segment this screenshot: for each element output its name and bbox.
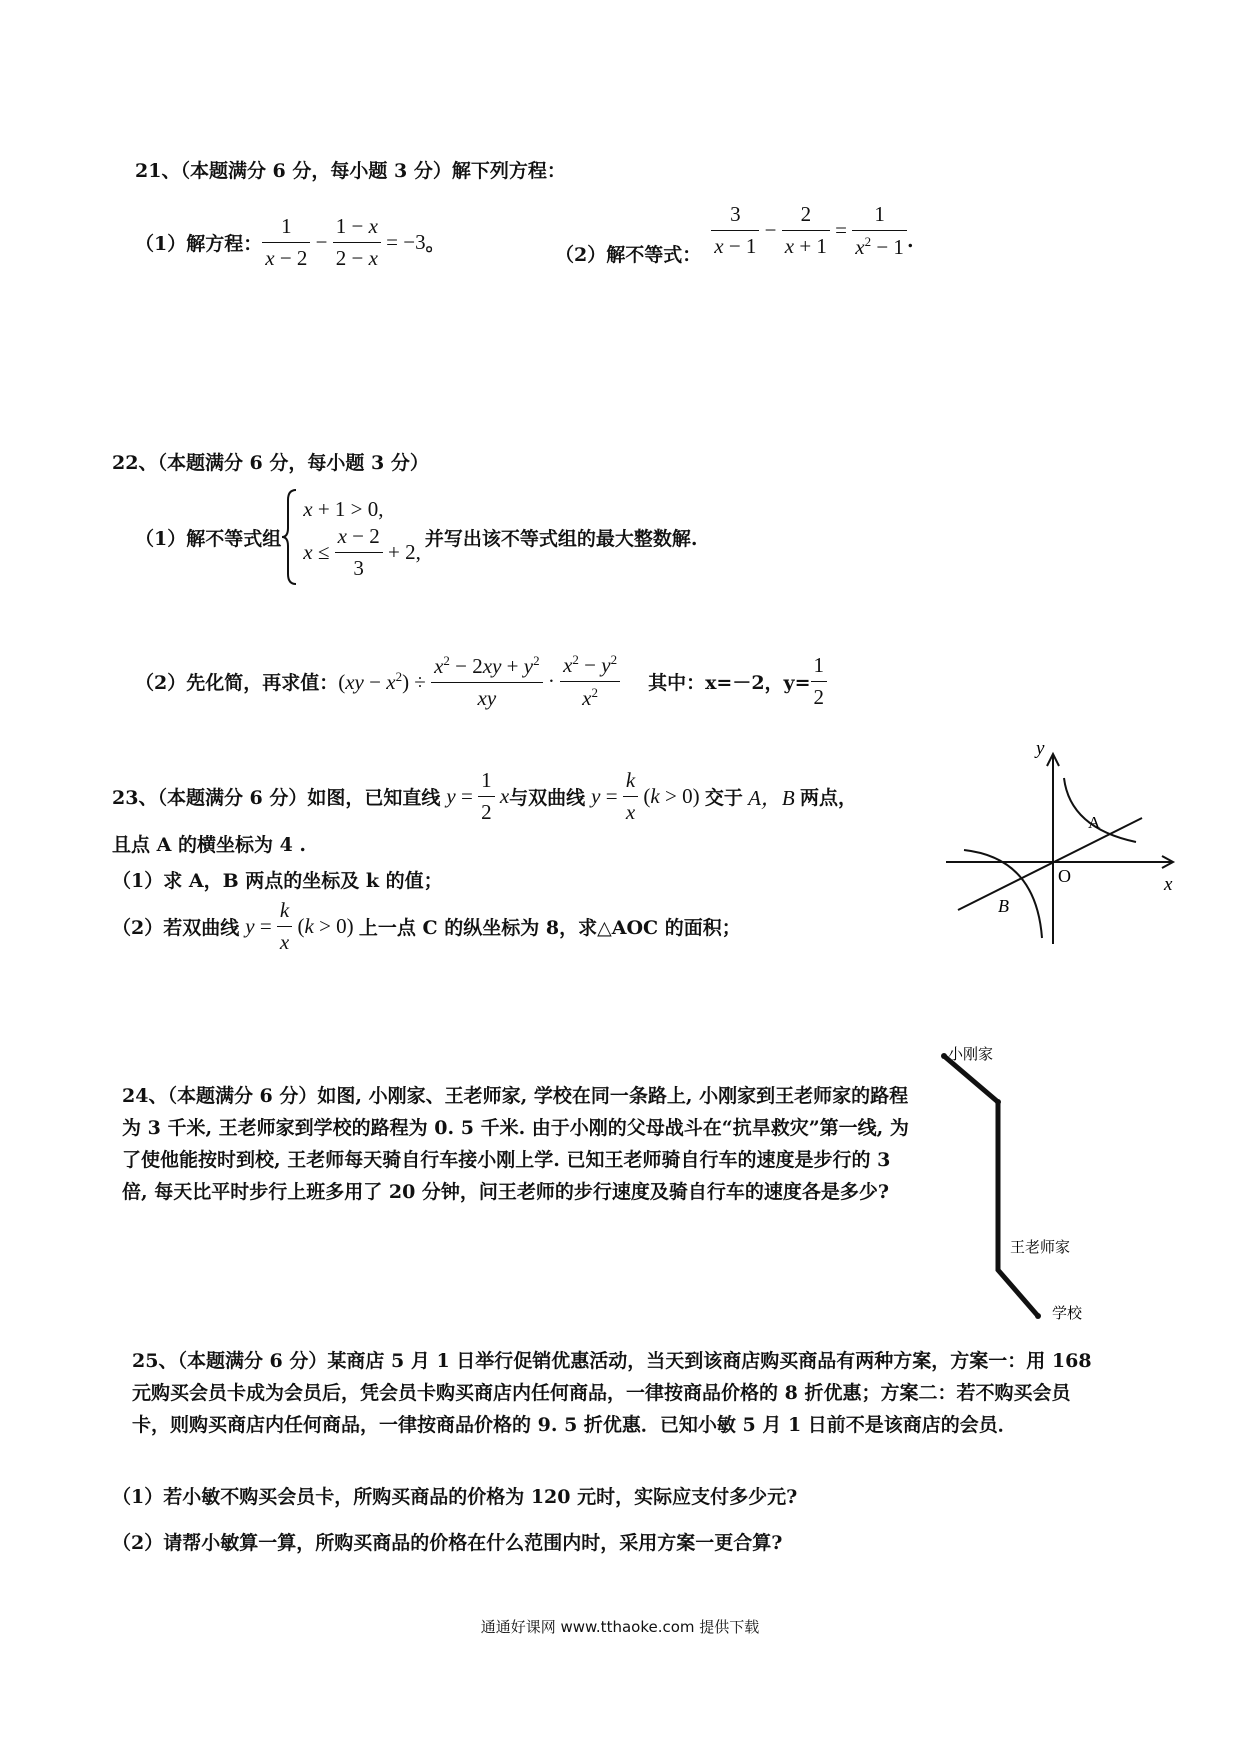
q21-frac-b: $\frac{1 - x}{2 - x}$: [333, 214, 381, 271]
q24-text: 24、（本题满分 6 分）如图, 小刚家、王老师家, 学校在同一条路上, 小刚家到王老师家的路程为 3 千米, 王老师家到学校的路程为 0. 5 千米. 由于小刚的父母战斗在“抗旱救灾”第一线, 为了使他能按时到校, 王老师每天骑自行车接小刚上学. 已知王老师骑自行车的速度是步行的 3 倍, 每天比平时步行上班多用了 20 分钟，问王老师的步行速度及骑自行车的速度各是多少?: [122, 1085, 909, 1203]
q22-frac-b: $\frac{x^2 - y^2}{x^2}$: [560, 652, 620, 711]
q21-frac-c: $\frac{3}{x - 1}$: [711, 202, 759, 259]
q23-title-b: 与双曲线: [509, 787, 586, 809]
fig-label-y: y: [1036, 738, 1045, 759]
q22-title: 22、（本题满分 6 分，每小题 3 分）: [112, 452, 429, 474]
q23-part2-a: （2）若双曲线: [112, 917, 240, 939]
fig-label-b: B: [998, 896, 1009, 916]
q23-part1: （1）求 A，B 两点的坐标及 k 的值；: [112, 870, 443, 892]
q22-part1: [135, 488, 697, 586]
q21-frac-d: $\frac{2}{x + 1}$: [782, 202, 830, 259]
q23-part2-b: 上一点 C 的纵坐标为 8，求△AOC 的面积；: [358, 917, 741, 939]
fig-label-x: x: [1164, 874, 1173, 895]
q21-part2: （2）解不等式： $\frac{3}{x - 1}$ − $\frac{2}{x + 1}$ = $\frac{1}{x^2 - 1}$ .: [555, 201, 914, 266]
home-point: [941, 1053, 947, 1059]
q25-part2: （2）请帮小敏算一算，所购买商品的价格在什么范围内时，采用方案一更合算?: [112, 1532, 783, 1554]
q23-part2: （2）若双曲线 y = $\frac{k}{x}$ (k > 0) 上一点 C 的纵坐标为 8，求△AOC 的面积；: [112, 898, 741, 954]
q21-title: 21、（本题满分 6 分，每小题 3 分）解下列方程：: [135, 160, 566, 182]
q22-frac-a: $\frac{x^2 - 2xy + y^2}{xy}$: [431, 653, 543, 711]
q23-coordinate-figure: [940, 738, 1180, 950]
q22-part2-where: 其中：x=－2，y=: [648, 672, 811, 694]
q23-title-d: 两点，: [800, 787, 858, 809]
map-label-school: 学校: [1052, 1306, 1083, 1322]
q21-part2-end: .: [906, 229, 914, 252]
school-point: [1035, 1313, 1041, 1319]
q23-frac-half: $\frac{1}{2}$: [478, 768, 495, 825]
q21-frac-a: $\frac{1}{x - 2}$: [262, 214, 310, 271]
q21-frac-e: $\frac{1}{x^2 - 1}$: [852, 202, 907, 260]
q22-part1-label: （1）解不等式组: [135, 527, 282, 550]
q25-text: 25、（本题满分 6 分）某商店 5 月 1 日举行促销优惠活动，当天到该商店购买商品有两种方案，方案一：用 168 元购买会员卡成为会员后，凭会员卡购买商店内任何商品，一律按商品价格的 8 折优惠；方案二：若不购买会员卡，则购买商店内任何商品，一律按商品价格的 9. 5 折优惠．已知小敏 5 月 1 日前不是该商店的会员．: [132, 1350, 1092, 1436]
footer-text: 通通好课网 www.tthaoke.com 提供下载: [480, 1618, 760, 1636]
q22-part2: （2）先化简，再求值： $(xy - x^2)$ ÷ $\frac{x^2 - 2xy + y^2}{xy}$ · $\frac{x^2 - y^2}{x^2}$ 其中：x=－2，y= $\frac{1}{2}$: [135, 652, 827, 711]
fig-label-o: O: [1058, 866, 1071, 886]
q23-title-a: 23、（本题满分 6 分）如图，已知直线: [112, 787, 441, 809]
q24-route-map: [930, 1040, 1110, 1330]
q23-title-c: 交于: [704, 787, 743, 809]
line-y-half-x: [958, 818, 1142, 910]
q22-part2-label: （2）先化简，再求值：: [135, 672, 339, 694]
q23-title-line: 23、（本题满分 6 分）如图，已知直线 y = $\frac{1}{2}$ x 与双曲线 y = $\frac{k}{x}$ (k > 0) 交于 A，B 两点，: [112, 768, 858, 824]
q22-system: x + 1 > 0, x ≤ $\frac{x - 2}{3}$ + 2,: [303, 496, 421, 580]
q22-part1-text: 并写出该不等式组的最大整数解.: [424, 527, 698, 550]
hyperbola-branch-1: [1064, 778, 1136, 842]
fig-label-a: A: [1088, 813, 1101, 832]
q23-frac-k: $\frac{k}{x}$: [623, 768, 638, 825]
turn-point: [995, 1099, 1001, 1105]
map-label-home: 小刚家: [948, 1047, 994, 1063]
route-line: [944, 1056, 1038, 1316]
hyperbola-branch-2: [964, 850, 1042, 938]
q22-frac-half: $\frac{1}{2}$: [811, 653, 828, 710]
q23-line2: 且点 A 的横坐标为 4 .: [112, 834, 307, 856]
q23-frac-k2: $\frac{k}{x}$: [277, 898, 292, 955]
brace-icon: [281, 488, 299, 586]
q21-part2-label: （2）解不等式：: [555, 244, 702, 266]
q21-part1: （1）解方程： $\frac{1}{x - 2}$ − $\frac{1 - x}{2 - x}$ = −3 。: [135, 214, 445, 270]
q21-part1-end: 。: [425, 233, 445, 255]
q25-part1: （1）若小敏不购买会员卡，所购买商品的价格为 120 元时，实际应支付多少元?: [112, 1486, 798, 1508]
q21-part1-label: （1）解方程：: [135, 233, 263, 255]
map-label-teacher: 王老师家: [1010, 1240, 1071, 1256]
